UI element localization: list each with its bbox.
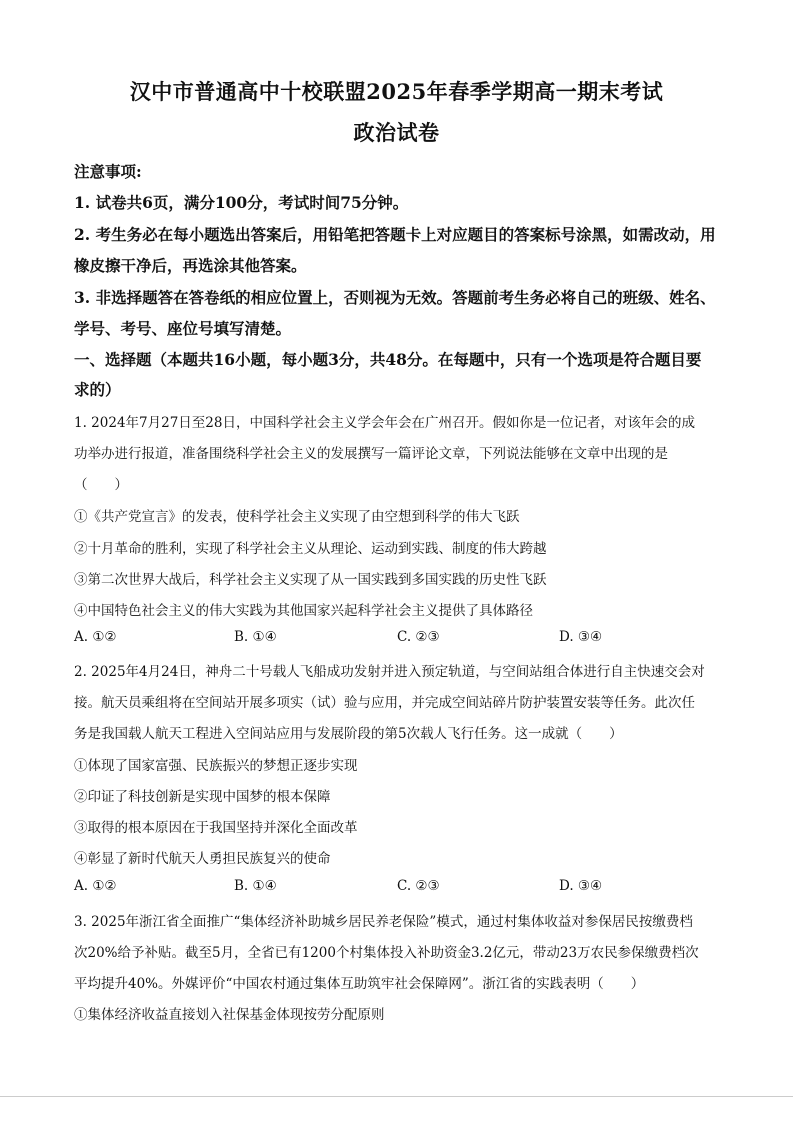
question-3-stem: 次20%给予补贴。截至5月，全省已有1200个村集体投入补助资金3.2亿元，带动23万农民参保缴费档次 — [74, 945, 699, 961]
question-2-stem: 接。航天员乘组将在空间站开展多项实（试）验与应用，并完成空间站碎片防护装置安装等任务。此次任 — [74, 695, 695, 711]
question-2-statement: ①体现了国家富强、民族振兴的梦想正逐步实现 — [74, 758, 358, 774]
option-b[interactable]: B. ①④ — [234, 878, 277, 894]
question-1-stem: （ ） — [74, 477, 128, 493]
exam-title: 汉中市普通高中十校联盟2025年春季学期高一期末考试 — [129, 79, 664, 104]
question-2-stem: 务是我国载人航天工程进入空间站应用与发展阶段的第5次载人飞行任务。这一成就（ ） — [74, 726, 623, 742]
option-c[interactable]: C. ②③ — [397, 629, 440, 645]
note-line: 1. 试卷共6页，满分100分，考试时间75分钟。 — [74, 193, 409, 212]
question-2-stem: 2. 2025年4月24日，神舟二十号载人飞船成功发射并进入预定轨道，与空间站组合体进行自主快速交会对 — [74, 664, 705, 680]
question-1-statement: ②十月革命的胜利，实现了科学社会主义从理论、运动到实践、制度的伟大跨越 — [74, 541, 547, 557]
page-bottom-divider — [0, 1096, 793, 1097]
notes-heading: 注意事项: — [74, 162, 142, 181]
note-line: 橡皮擦干净后，再选涂其他答案。 — [74, 256, 307, 275]
note-line: 3. 非选择题答在答卷纸的相应位置上，否则视为无效。答题前考生务必将自己的班级、姓名、 — [74, 288, 716, 307]
note-line: 2. 考生务必在每小题选出答案后，用铅笔把答题卡上对应题目的答案标号涂黑，如需改动，用 — [74, 225, 716, 244]
question-1-statement: ①《共产党宣言》的发表，使科学社会主义实现了由空想到科学的伟大飞跃 — [74, 509, 520, 525]
question-3-statement: ①集体经济收益直接划入社保基金体现按劳分配原则 — [74, 1007, 385, 1023]
option-a[interactable]: A. ①② — [74, 629, 117, 645]
question-3-stem: 3. 2025年浙江省全面推广“集体经济补助城乡居民养老保险”模式，通过村集体收益对参保居民按缴费档 — [74, 914, 693, 930]
question-1-statement: ④中国特色社会主义的伟大实践为其他国家兴起科学社会主义提供了具体路径 — [74, 603, 533, 619]
question-2-statement: ④彰显了新时代航天人勇担民族复兴的使命 — [74, 851, 331, 867]
section-title: 一、选择题（本题共16小题，每小题3分，共48分。在每题中，只有一个选项是符合题目要 — [74, 350, 702, 369]
option-b[interactable]: B. ①④ — [234, 629, 277, 645]
section-title-cont: 求的） — [74, 380, 121, 399]
question-1-options — [74, 629, 734, 649]
question-2-statement: ③取得的根本原因在于我国坚持并深化全面改革 — [74, 820, 358, 836]
exam-subtitle: 政治试卷 — [353, 120, 440, 145]
question-1-stem: 功举办进行报道，准备围绕科学社会主义的发展撰写一篇评论文章，下列说法能够在文章中出现的是 — [74, 446, 668, 462]
note-line: 学号、考号、座位号填写清楚。 — [74, 319, 292, 338]
question-2-statement: ②印证了科技创新是实现中国梦的根本保障 — [74, 789, 331, 805]
option-c[interactable]: C. ②③ — [397, 878, 440, 894]
option-d[interactable]: D. ③④ — [559, 629, 603, 645]
question-2-options — [74, 878, 734, 898]
question-3-stem: 平均提升40%。外媒评价“中国农村通过集体互助筑牢社会保障网”。浙江省的实践表明（ ） — [74, 976, 645, 992]
question-1-statement: ③第二次世界大战后，科学社会主义实现了从一国实践到多国实践的历史性飞跃 — [74, 572, 547, 588]
option-a[interactable]: A. ①② — [74, 878, 117, 894]
option-d[interactable]: D. ③④ — [559, 878, 603, 894]
question-1-stem: 1. 2024年7月27日至28日，中国科学社会主义学会年会在广州召开。假如你是一位记者，对该年会的成 — [74, 415, 695, 431]
